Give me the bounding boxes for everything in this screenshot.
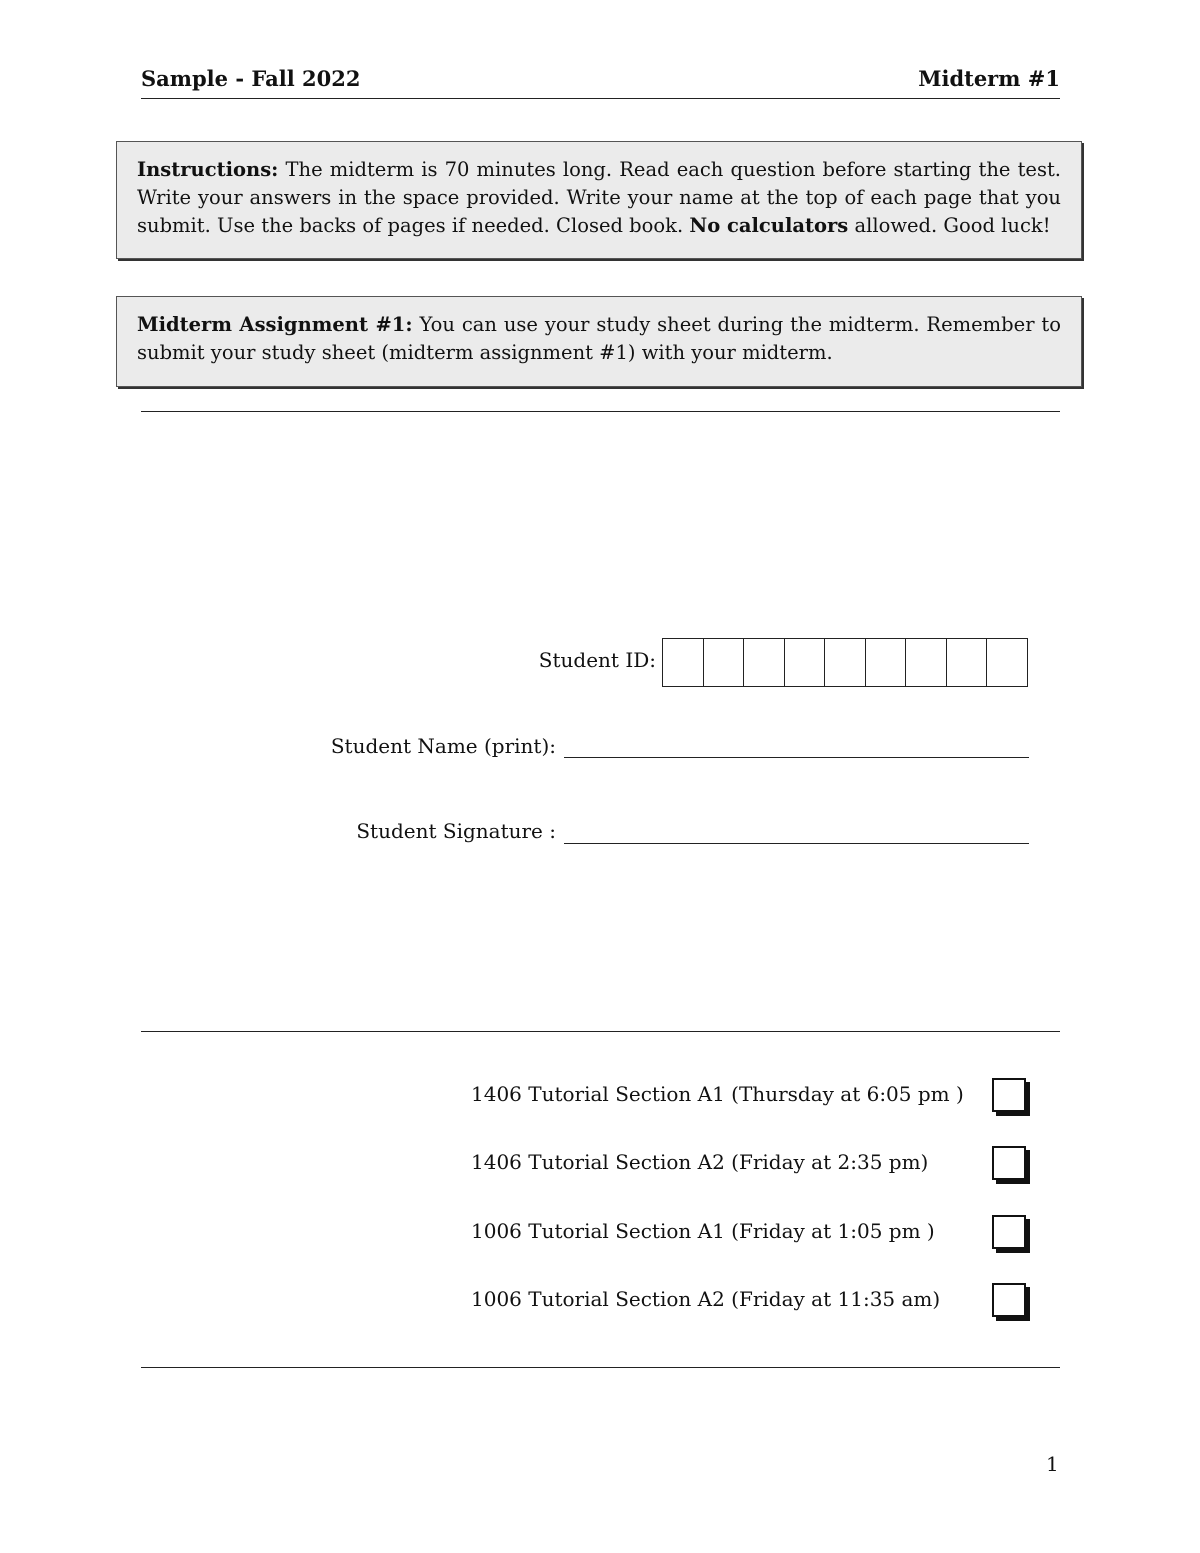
student-id-digit-box[interactable] xyxy=(987,638,1028,687)
divider-top xyxy=(141,411,1060,412)
course-term: Sample - Fall 2022 xyxy=(141,66,361,91)
student-id-digit-box[interactable] xyxy=(785,638,826,687)
section-option-label: 1006 Tutorial Section A2 (Friday at 11:35 am) xyxy=(471,1287,941,1311)
student-id-digit-box[interactable] xyxy=(663,638,704,687)
assignment-label: Midterm Assignment #1: xyxy=(137,313,413,336)
student-id-digit-box[interactable] xyxy=(704,638,745,687)
student-signature-label: Student Signature : xyxy=(356,819,556,843)
student-id-digit-box[interactable] xyxy=(825,638,866,687)
student-id-grid[interactable] xyxy=(662,638,1028,687)
instructions-label: Instructions: xyxy=(137,158,279,181)
divider-middle xyxy=(141,1031,1060,1032)
instructions-closing: allowed. Good luck! xyxy=(848,214,1051,237)
section-checkbox[interactable] xyxy=(992,1146,1026,1180)
page-header xyxy=(141,66,1060,99)
assignment-box xyxy=(116,296,1082,387)
section-checkbox[interactable] xyxy=(992,1215,1026,1249)
assignment-text: You can use your study sheet during the midterm. Remember to submit your study sheet (midterm assignment #1) with your midterm. xyxy=(137,313,1061,364)
section-option-label: 1406 Tutorial Section A1 (Thursday at 6:05 pm ) xyxy=(471,1082,964,1106)
student-name-label: Student Name (print): xyxy=(330,734,556,758)
divider-bottom xyxy=(141,1367,1060,1368)
section-option-label: 1006 Tutorial Section A1 (Friday at 1:05 pm ) xyxy=(471,1219,935,1243)
student-id-digit-box[interactable] xyxy=(947,638,988,687)
no-calculators-emphasis: No calculators xyxy=(689,214,849,237)
student-id-digit-box[interactable] xyxy=(906,638,947,687)
page-number: 1 xyxy=(1046,1452,1059,1476)
section-option-label: 1406 Tutorial Section A2 (Friday at 2:35 pm) xyxy=(471,1150,929,1174)
section-checkbox[interactable] xyxy=(992,1078,1026,1112)
student-id-digit-box[interactable] xyxy=(866,638,907,687)
student-signature-field[interactable] xyxy=(564,843,1029,844)
instructions-box xyxy=(116,141,1082,259)
student-id-digit-box[interactable] xyxy=(744,638,785,687)
student-id-label: Student ID: xyxy=(538,648,656,672)
exam-title: Midterm #1 xyxy=(918,66,1060,91)
instructions-text: The midterm is 70 minutes long. Read each question before starting the test. Write your answers in the space provided. Write your name at the top of each page that you submit. Use the backs of pages if needed. Closed book. xyxy=(137,158,1061,237)
student-name-field[interactable] xyxy=(564,757,1029,758)
section-checkbox[interactable] xyxy=(992,1283,1026,1317)
